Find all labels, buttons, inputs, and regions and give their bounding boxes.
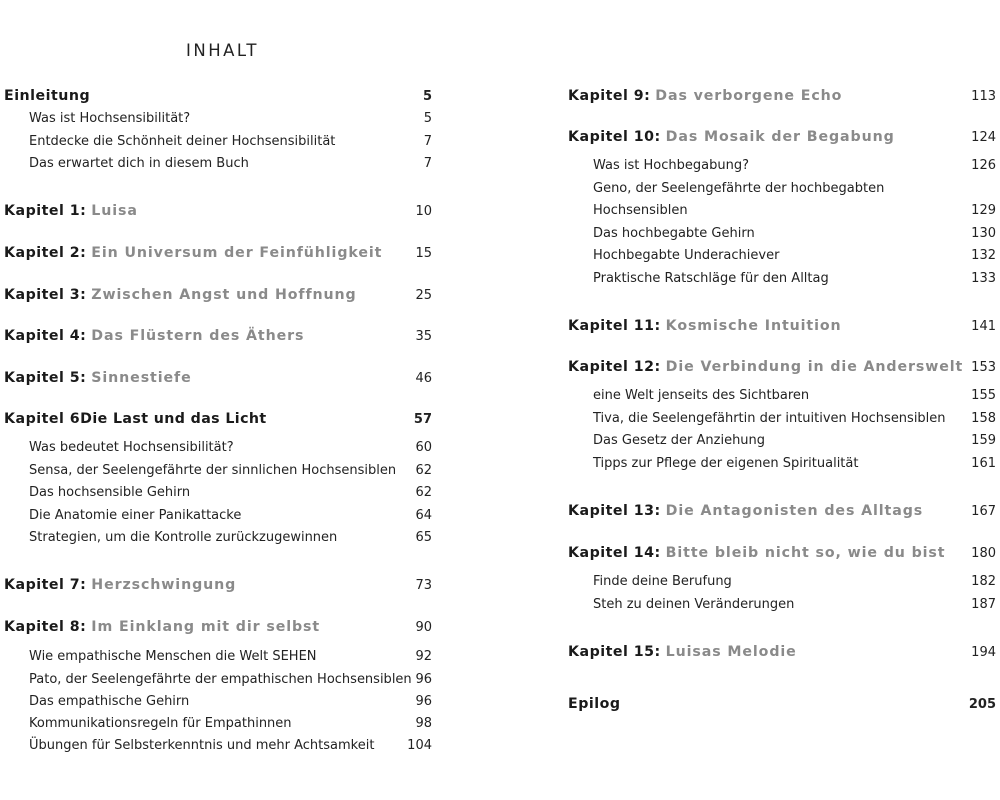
chapter-label: Kapitel 9:: [568, 88, 651, 104]
toc-chapter-entry: [4, 328, 432, 348]
chapter-title: [568, 545, 945, 561]
toc-subentry: [568, 388, 996, 408]
chapter-title: [568, 503, 923, 519]
subentry-title: Das hochbegabte Gehirn: [593, 226, 755, 241]
subentry-title: Tipps zur Pflege der eigenen Spiritualität: [593, 456, 859, 471]
toc-subentry: [568, 597, 996, 617]
chapter-label: Kapitel 7:: [4, 577, 87, 593]
page-number: 141: [971, 319, 996, 334]
subentry-title: Geno, der Seelengefährte der hochbegabten: [593, 181, 885, 196]
subentry-title: Sensa, der Seelengefährte der sinnlichen Hochsensiblen: [29, 463, 397, 478]
subentry-title: Das Gesetz der Anziehung: [593, 433, 766, 448]
toc-subentry: [568, 456, 996, 476]
chapter-title: [4, 370, 192, 386]
page-number: 60: [415, 440, 432, 455]
toc-subentry: [4, 716, 432, 736]
subentry-title: Das hochsensible Gehirn: [29, 485, 191, 500]
chapter-name: Luisas Melodie: [665, 644, 797, 660]
page-number: 90: [415, 620, 432, 635]
page-number: 133: [971, 271, 996, 286]
toc-subentry: [568, 226, 996, 246]
page-number: 113: [971, 89, 996, 104]
toc-chapter-entry: [4, 287, 432, 307]
page-number: 64: [415, 508, 432, 523]
chapter-label: Kapitel 3:: [4, 287, 87, 303]
subentry-title: Wie empathische Menschen die Welt SEHEN: [29, 649, 317, 664]
chapter-label: Einleitung: [4, 88, 91, 104]
page-number: 7: [423, 156, 432, 171]
toc-subentry: [4, 508, 432, 528]
page-number: 57: [413, 412, 432, 427]
chapter-title: [568, 88, 842, 104]
chapter-name: Das Flüstern des Äthers: [91, 328, 305, 344]
chapter-name: Luisa: [91, 203, 138, 219]
page-number: 124: [971, 130, 996, 145]
toc-chapter-entry: [4, 411, 432, 431]
subentry-title: Die Anatomie einer Panikattacke: [29, 508, 242, 523]
page-number: 96: [415, 672, 432, 687]
subentry-title: Hochbegabte Underachiever: [593, 248, 780, 263]
chapter-name: Das verborgene Echo: [655, 88, 843, 104]
chapter-title: [4, 328, 304, 344]
subentry-title: Hochsensiblen: [593, 203, 688, 218]
chapter-label: Kapitel 6: [4, 411, 81, 427]
page-number: 180: [971, 546, 996, 561]
subentry-title: Was ist Hochsensibilität?: [29, 111, 191, 126]
toc-subentry: [4, 111, 432, 131]
toc-chapter-entry: [568, 359, 996, 379]
chapter-title: [568, 129, 895, 145]
chapter-name: Kosmische Intuition: [665, 318, 842, 334]
chapter-title: [568, 318, 842, 334]
page-number: 35: [415, 329, 432, 344]
toc-subentry: [4, 440, 432, 460]
toc-chapter-entry: [4, 88, 432, 108]
page-number: 65: [415, 530, 432, 545]
chapter-name: Im Einklang mit dir selbst: [91, 619, 321, 635]
chapter-name: Die Verbindung in die Anderswelt: [665, 359, 964, 375]
page-number: 126: [971, 158, 996, 173]
page-number: 73: [415, 578, 432, 593]
subentry-title: Übungen für Selbsterkenntnis und mehr Achtsamkeit: [29, 738, 375, 753]
chapter-name: Sinnestiefe: [91, 370, 192, 386]
chapter-title: [4, 287, 357, 303]
page-number: 132: [971, 248, 996, 263]
page-number: 46: [415, 371, 432, 386]
toc-subentry: [568, 411, 996, 431]
chapter-label: Kapitel 12:: [568, 359, 661, 375]
page-number: 182: [971, 574, 996, 589]
toc-chapter-entry: [4, 619, 432, 639]
subentry-title: Tiva, die Seelengefährtin der intuitiven Hochsensiblen: [593, 411, 946, 426]
page-number: 161: [971, 456, 996, 471]
toc-subentry: [4, 694, 432, 714]
page-number: 205: [968, 697, 996, 712]
page-number: 155: [971, 388, 996, 403]
toc-chapter-entry: [568, 129, 996, 149]
chapter-label: Epilog: [568, 696, 621, 712]
chapter-title: [4, 203, 138, 219]
page-number: 129: [971, 203, 996, 218]
toc-subentry: [568, 271, 996, 291]
toc-subentry: [4, 463, 432, 483]
chapter-title: [4, 245, 382, 261]
chapter-name: Herzschwingung: [91, 577, 237, 593]
chapter-label: Kapitel 10:: [568, 129, 661, 145]
toc-chapter-entry: [568, 88, 996, 108]
toc-chapter-entry: [4, 577, 432, 597]
subentry-title: Das empathische Gehirn: [29, 694, 190, 709]
subentry-title: Pato, der Seelengefährte der empathischen Hochsensiblen: [29, 672, 412, 687]
subentry-title: Steh zu deinen Veränderungen: [593, 597, 795, 612]
subentry-title: Entdecke die Schönheit deiner Hochsensibilität: [29, 134, 336, 149]
chapter-label: Kapitel 11:: [568, 318, 661, 334]
toc-chapter-entry: [4, 203, 432, 223]
toc-subentry: [4, 134, 432, 154]
chapter-name: Zwischen Angst und Hoffnung: [91, 287, 357, 303]
chapter-label: Kapitel 1:: [4, 203, 87, 219]
chapter-label: Kapitel 2:: [4, 245, 87, 261]
toc-chapter-entry: [568, 545, 996, 565]
toc-subentry: [568, 433, 996, 453]
toc-subentry: [4, 738, 432, 758]
subentry-title: Was bedeutet Hochsensibilität?: [29, 440, 234, 455]
chapter-label: Kapitel 15:: [568, 644, 661, 660]
toc-subentry: [568, 181, 996, 201]
page-number: 15: [415, 246, 432, 261]
page-number: 187: [971, 597, 996, 612]
chapter-label: Kapitel 4:: [4, 328, 87, 344]
subentry-title: eine Welt jenseits des Sichtbaren: [593, 388, 810, 403]
page-number: 7: [423, 134, 432, 149]
page-number: 5: [422, 89, 432, 104]
chapter-label: Kapitel 13:: [568, 503, 661, 519]
subentry-title: Praktische Ratschläge für den Alltag: [593, 271, 829, 286]
toc-chapter-entry: [568, 503, 996, 523]
toc-subentry: [568, 203, 996, 223]
chapter-name: Das Mosaik der Begabung: [665, 129, 895, 145]
chapter-title: [4, 411, 267, 427]
subentry-title: Das erwartet dich in diesem Buch: [29, 156, 249, 171]
page-number: 25: [415, 288, 432, 303]
toc-chapter-entry: [4, 370, 432, 390]
page-number: 194: [971, 645, 996, 660]
toc-subentry: [4, 672, 432, 692]
page-number: 104: [407, 738, 432, 753]
page-number: 62: [415, 463, 432, 478]
page-number: 130: [971, 226, 996, 241]
chapter-label: Kapitel 8:: [4, 619, 87, 635]
toc-subentry: [4, 530, 432, 550]
chapter-name: Die Last und das Licht: [80, 411, 267, 427]
page-number: 159: [971, 433, 996, 448]
toc-chapter-entry: [568, 696, 996, 716]
chapter-title: [4, 619, 320, 635]
toc-subentry: [4, 485, 432, 505]
page-number: 98: [415, 716, 432, 731]
subentry-title: Kommunikationsregeln für Empathinnen: [29, 716, 292, 731]
page-number: 5: [423, 111, 432, 126]
chapter-title: [4, 88, 90, 104]
subentry-title: Finde deine Berufung: [593, 574, 732, 589]
subentry-title: Strategien, um die Kontrolle zurückzugewinnen: [29, 530, 338, 545]
chapter-title: [568, 359, 963, 375]
chapter-title: [568, 644, 797, 660]
toc-subentry: [568, 248, 996, 268]
page-number: 92: [415, 649, 432, 664]
chapter-name: Bitte bleib nicht so, wie du bist: [665, 545, 946, 561]
toc-chapter-entry: [568, 318, 996, 338]
toc-subentry: [4, 649, 432, 669]
page-number: 96: [415, 694, 432, 709]
toc-subentry: [568, 574, 996, 594]
toc-subentry: [568, 158, 996, 178]
page-number: 62: [415, 485, 432, 500]
chapter-title: [568, 696, 620, 712]
page-title: INHALT: [186, 41, 259, 60]
toc-chapter-entry: [568, 644, 996, 664]
chapter-label: Kapitel 14:: [568, 545, 661, 561]
chapter-label: Kapitel 5:: [4, 370, 87, 386]
chapter-name: Ein Universum der Feinfühligkeit: [91, 245, 383, 261]
page-number: 153: [971, 360, 996, 375]
page-number: 167: [971, 504, 996, 519]
page-number: 10: [415, 204, 432, 219]
chapter-name: Die Antagonisten des Alltags: [665, 503, 924, 519]
toc-chapter-entry: [4, 245, 432, 265]
subentry-title: Was ist Hochbegabung?: [593, 158, 749, 173]
page-number: 158: [971, 411, 996, 426]
toc-subentry: [4, 156, 432, 176]
chapter-title: [4, 577, 236, 593]
